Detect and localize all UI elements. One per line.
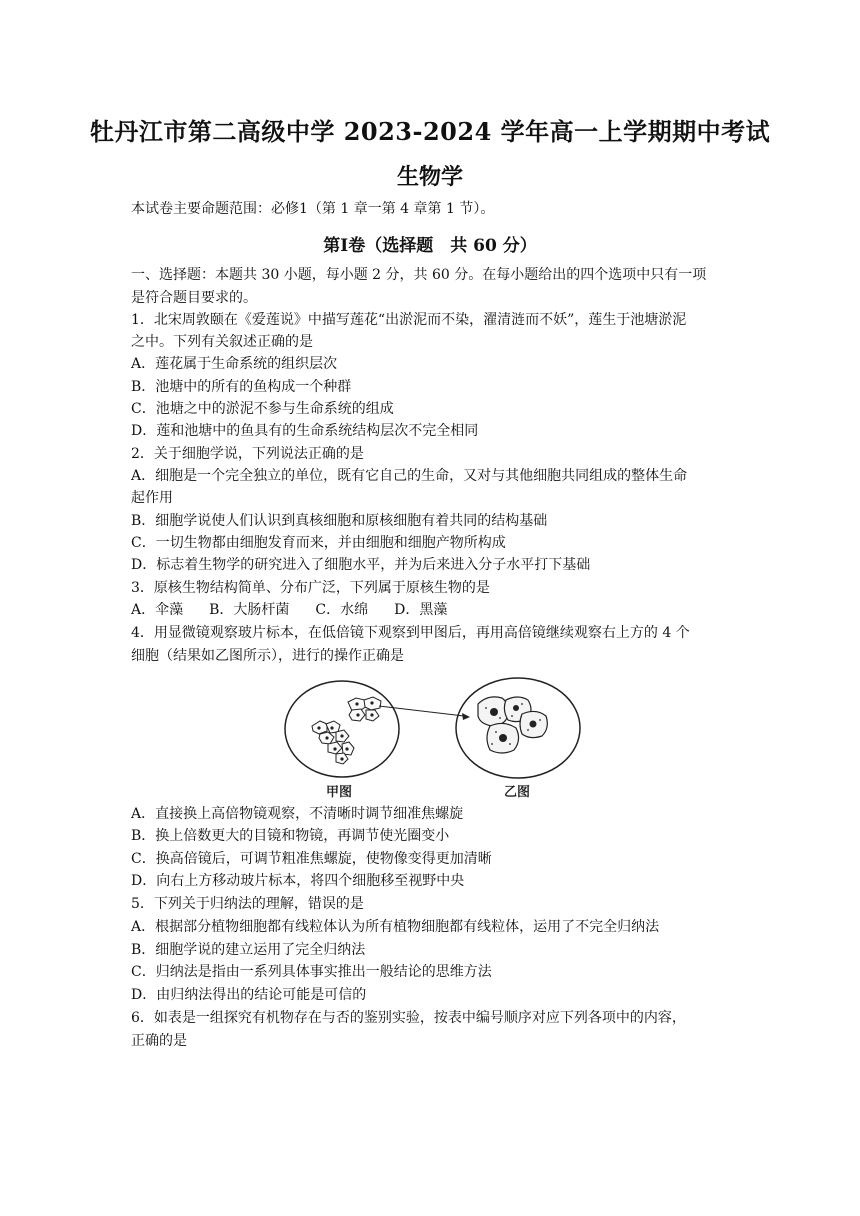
question-stem: 细胞（结果如乙图所示），进行的操作正确是 <box>131 648 404 664</box>
option-a: A．直接换上高倍物镜观察，不清晰时调节细准焦螺旋 <box>131 806 464 822</box>
option-c: C．一切生物都由细胞发育而来，并由细胞和细胞产物所构成 <box>131 535 506 551</box>
option-a-continued: 起作用 <box>131 490 173 506</box>
option-c: C．换高倍镜后，可调节粗准焦螺旋，使物像变得更加清晰 <box>131 851 492 867</box>
microscope-figure <box>282 674 590 802</box>
figure-label-yi: 乙图 <box>504 785 531 800</box>
option-a: A．伞藻 <box>131 602 184 618</box>
question-stem: 2．关于细胞学说，下列说法正确的是 <box>131 446 364 462</box>
options-row <box>131 600 731 620</box>
option-b: B．细胞学说使人们认识到真核细胞和原核细胞有着共同的结构基础 <box>131 513 548 529</box>
option-a: A．根据部分植物细胞都有线粒体认为所有植物细胞都有线粒体，运用了不完全归纳法 <box>131 919 660 935</box>
scope-note: 本试卷主要命题范围：必修1（第 1 章一第 4 章第 1 节）。 <box>131 201 495 217</box>
option-b: B．换上倍数更大的目镜和物镜，再调节使光圈变小 <box>131 828 450 844</box>
arrow-line <box>379 706 464 716</box>
instructions-line: 一、选择题：本题共 30 小题，每小题 2 分，共 60 分。在每小题给出的四个选项中只有一项 <box>131 267 707 283</box>
option-a: A．细胞是一个完全独立的单位，既有它自己的生命，又对与其他细胞共同组成的整体生命 <box>131 468 688 484</box>
exam-title: 牡丹江市第二高级中学 2023-2024 学年高一上学期期中考试 <box>89 117 771 146</box>
high-power-field-circle <box>456 678 580 778</box>
option-d: D．向右上方移动玻片标本，将四个细胞移至视野中央 <box>131 873 465 889</box>
question-stem: 4．用显微镜观察玻片标本，在低倍镜下观察到甲图后，再用高倍镜继续观察右上方的 4 个 <box>131 625 690 641</box>
question-stem: 1．北宋周敦颐在《爱莲说》中描写莲花“出淤泥而不染，濯清涟而不妖”，莲生于池塘淤泥 <box>131 312 687 328</box>
option-d: D．由归纳法得出的结论可能是可信的 <box>131 987 367 1003</box>
option-d: D．黑藻 <box>394 602 448 618</box>
subject-title: 生物学 <box>396 164 463 190</box>
arrow-head-icon <box>462 713 470 720</box>
option-b: B．池塘中的所有的鱼构成一个种群 <box>131 379 352 395</box>
option-c: C．池塘之中的淤泥不参与生命系统的组成 <box>131 401 394 417</box>
option-b: B．大肠杆菌 <box>209 602 290 618</box>
option-c: C．归纳法是指由一系列具体事实推出一般结论的思维方法 <box>131 964 492 980</box>
question-stem: 3．原核生物结构简单、分布广泛，下列属于原核生物的是 <box>131 580 490 596</box>
cell-cluster-left <box>312 697 381 764</box>
option-a: A．莲花属于生命系统的组织层次 <box>131 356 338 372</box>
option-d: D．莲和池塘中的鱼具有的生命系统结构层次不完全相同 <box>131 423 479 439</box>
instructions-line: 是符合题目要求的。 <box>131 290 257 306</box>
option-d: D．标志着生物学的研究进入了细胞水平，并为后来进入分子水平打下基础 <box>131 557 591 573</box>
question-stem: 5．下列关于归纳法的理解，错误的是 <box>131 896 364 912</box>
question-stem: 6．如表是一组探究有机物存在与否的鉴别实验，按表中编号顺序对应下列各项中的内容， <box>131 1010 686 1026</box>
question-stem: 之中。下列有关叙述正确的是 <box>131 334 313 350</box>
figure-label-jia: 甲图 <box>326 785 353 800</box>
cell-cluster-right <box>478 697 547 753</box>
question-stem: 正确的是 <box>131 1033 187 1049</box>
section-title: 第Ⅰ卷（选择题 共 60 分） <box>323 236 537 256</box>
option-b: B．细胞学说的建立运用了完全归纳法 <box>131 942 366 958</box>
option-c: C．水绵 <box>315 602 369 618</box>
